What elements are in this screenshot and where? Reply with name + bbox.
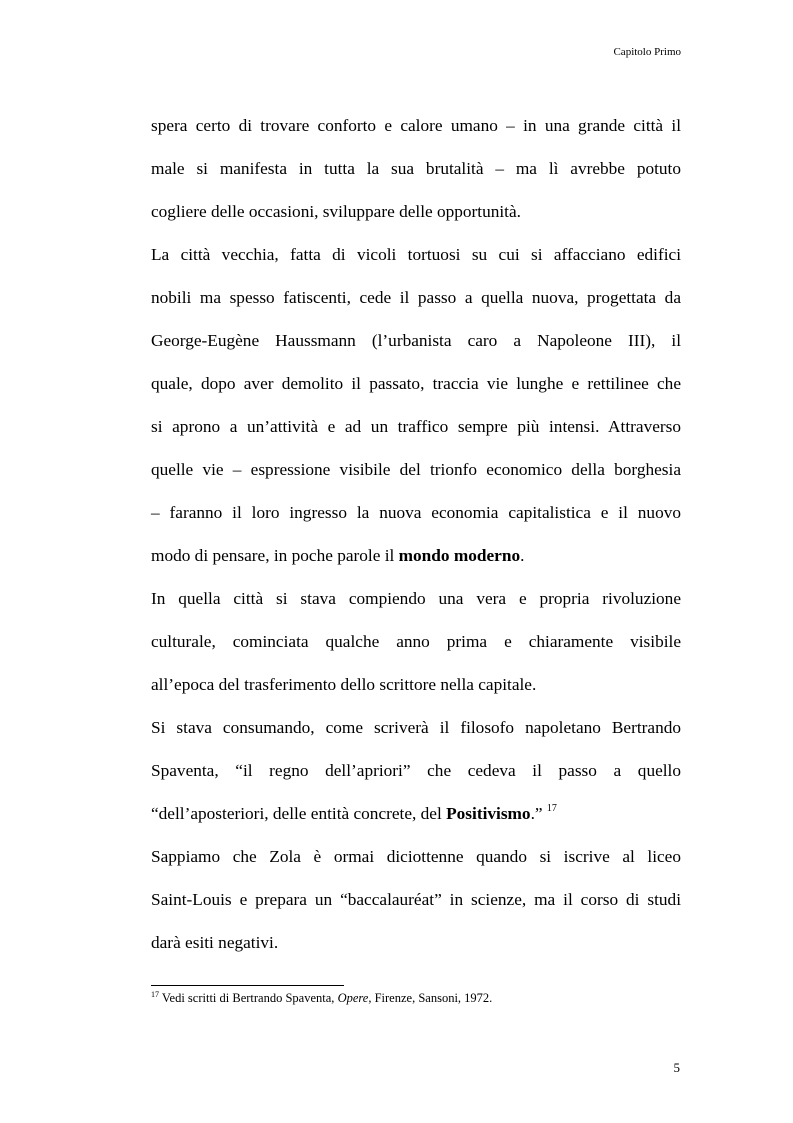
text-line: – faranno il loro ingresso la nuova economia capitalistica e il nuovo (151, 503, 681, 522)
footnote-divider (151, 985, 344, 986)
bold-term: Positivismo (446, 804, 531, 823)
text-line: darà esiti negativi. (151, 933, 279, 952)
text-line (151, 534, 681, 577)
text-line: La città vecchia, fatta di vicoli tortuosi su cui si affacciano edifici (151, 245, 681, 264)
text-line: Saint-Louis e prepara un “baccalauréat” in scienze, ma il corso di studi (151, 890, 681, 909)
text-line: spera certo di trovare conforto e calore umano – in una grande città il (151, 116, 681, 135)
footnote-text: Vedi scritti di Bertrando Spaventa, (159, 991, 338, 1005)
text-line: si aprono a un’attività e ad un traffico sempre più intensi. Attraverso (151, 417, 681, 436)
text-line: cogliere delle occasioni, sviluppare delle opportunità. (151, 202, 521, 221)
text-line: Si stava consumando, come scriverà il filosofo napoletano Bertrando (151, 718, 681, 737)
text-line: quelle vie – espressione visibile del trionfo economico della borghesia (151, 460, 681, 479)
page-number: 5 (673, 1060, 680, 1075)
text-run: “dell’aposteriori, delle entità concrete, del (151, 804, 447, 823)
text-line: all’epoca del trasferimento dello scrittore nella capitale. (151, 675, 537, 694)
text-run: . (520, 546, 525, 565)
footnote-title: Opere (337, 991, 369, 1005)
running-header: Capitolo Primo (613, 46, 681, 58)
footnote (151, 990, 492, 1006)
text-line: quale, dopo aver demolito il passato, traccia vie lunghe e rettilinee che (151, 374, 681, 393)
footnote-text: , Firenze, Sansoni, 1972. (368, 991, 493, 1005)
text-line: male si manifesta in tutta la sua brutalità – ma lì avrebbe potuto (151, 159, 681, 178)
text-line: nobili ma spesso fatiscenti, cede il passo a quella nuova, progettata da (151, 288, 681, 307)
text-line (151, 792, 681, 835)
text-line: culturale, cominciata qualche anno prima e chiaramente visibile (151, 632, 681, 651)
text-line: Spaventa, “il regno dell’apriori” che cedeva il passo a quello (151, 761, 681, 780)
bold-term: mondo moderno (398, 546, 521, 565)
text-line: In quella città si stava compiendo una vera e propria rivoluzione (151, 589, 681, 608)
text-line: George-Eugène Haussmann (l’urbanista caro a Napoleone III), il (151, 331, 681, 350)
footnote-number: 17 (151, 990, 159, 999)
footnote-ref[interactable]: 17 (546, 803, 557, 814)
body-text (151, 104, 681, 964)
text-run: modo di pensare, in poche parole il (151, 546, 399, 565)
text-line: Sappiamo che Zola è ormai diciottenne quando si iscrive al liceo (151, 847, 681, 866)
text-run: .” (530, 804, 547, 823)
